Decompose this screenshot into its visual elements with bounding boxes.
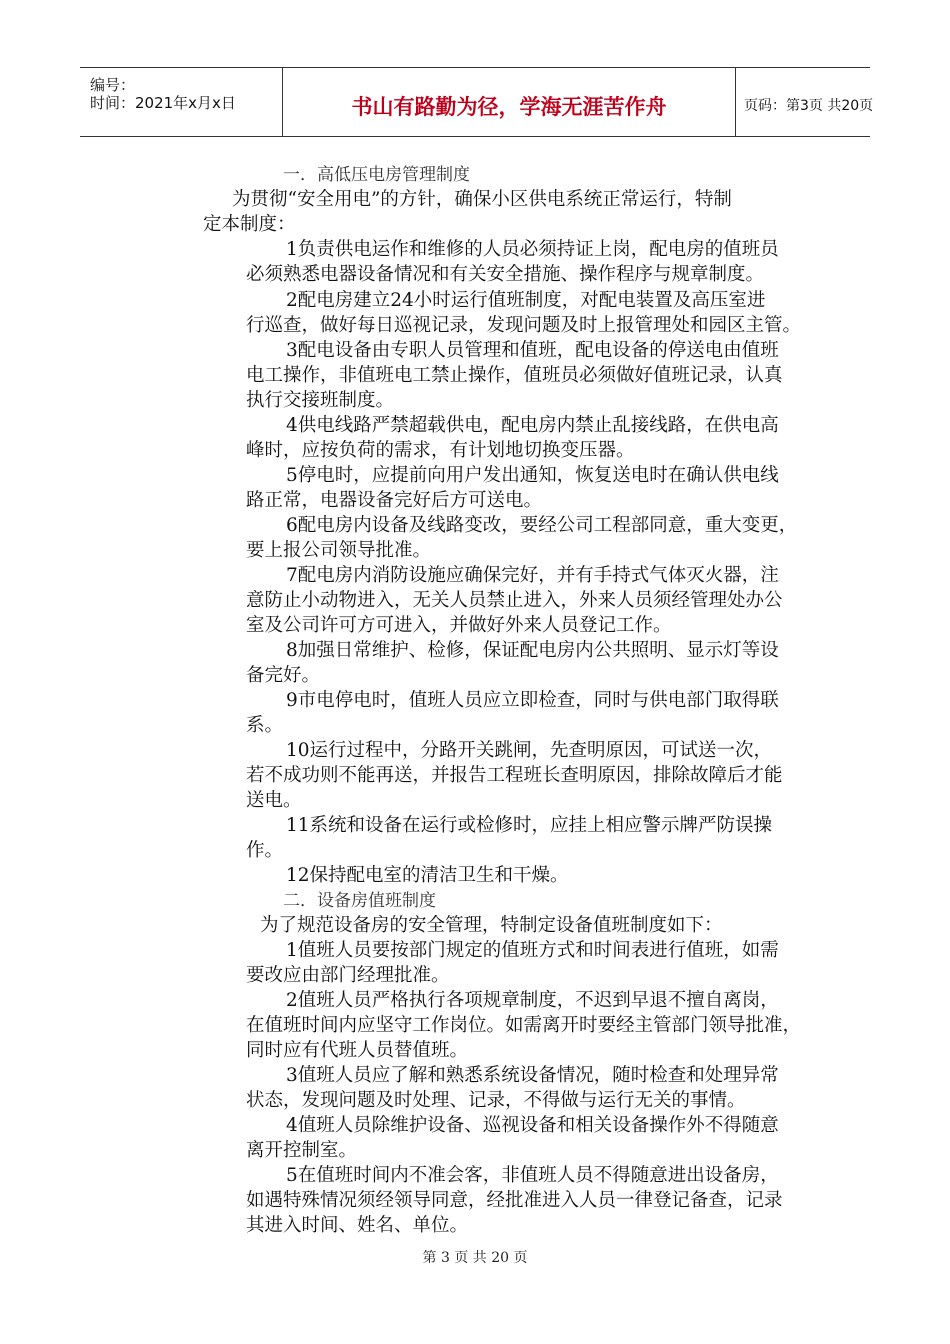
paragraph-line: 11系统和设备在运行或检修时，应挂上相应警示牌严防误操 — [286, 815, 773, 836]
paragraph-line: 9市电停电时，值班人员应立即检查，同时与供电部门取得联 — [286, 690, 779, 711]
paragraph-line: 路正常，电器设备完好后方可送电。 — [246, 490, 543, 511]
paragraph-line: 状态，发现问题及时处理、记录，不得做与运行无关的事情。 — [246, 1090, 746, 1111]
paragraph-line: 其进入时间、姓名、单位。 — [246, 1215, 469, 1236]
paragraph-line: 峰时，应按负荷的需求，有计划地切换变压器。 — [246, 440, 635, 461]
paragraph-line: 2值班人员严格执行各项规章制度，不迟到早退不擅自离岗， — [286, 990, 779, 1011]
paragraph-line: 要改应由部门经理批准。 — [246, 965, 450, 986]
paragraph-line: 定本制度： — [203, 214, 296, 235]
paragraph-line: 4值班人员除维护设备、巡视设备和相关设备操作外不得随意 — [286, 1115, 779, 1136]
paragraph-line: 为了规范设备房的安全管理，特制定设备值班制度如下： — [260, 915, 723, 936]
paragraph-line: 行巡查，做好每日巡视记录，发现问题及时上报管理处和园区主管。 — [246, 315, 802, 336]
number-label: 编号： — [90, 76, 136, 94]
page-info: 页码：第3页 共20页 — [744, 98, 874, 114]
paragraph-line: 意防止小动物进入，无关人员禁止进入，外来人员须经管理处办公 — [246, 590, 783, 611]
header-page-cell — [735, 68, 874, 136]
paragraph-line: 作。 — [246, 840, 284, 861]
paragraph-line: 1负责供电运作和维修的人员必须持证上岗，配电房的值班员 — [286, 239, 779, 260]
paragraph-line: 8加强日常维护、检修，保证配电房内公共照明、显示灯等设 — [286, 640, 779, 661]
page-footer: 第 3 页 共 20 页 — [422, 1250, 528, 1266]
motto: 书山有路勤为径，学海无涯苦作舟 — [351, 95, 667, 119]
paragraph-line: 5停电时，应提前向用户发出通知，恢复送电时在确认供电线 — [286, 465, 779, 486]
section-heading: 一．高低压电房管理制度 — [283, 165, 470, 185]
date-label: 时间：2021年x月x日 — [90, 94, 236, 112]
header-left-cell — [80, 68, 282, 136]
paragraph-line: 若不成功则不能再送，并报告工程班长查明原因，排除故障后才能 — [246, 765, 783, 786]
header-motto-cell — [282, 68, 736, 136]
paragraph-line: 2配电房建立24小时运行值班制度，对配电装置及高压室进 — [286, 290, 766, 311]
paragraph-line: 如遇特殊情况须经领导同意，经批准进入人员一律登记备查，记录 — [246, 1190, 783, 1211]
paragraph-line: 室及公司许可方可进入，并做好外来人员登记工作。 — [246, 615, 672, 636]
paragraph-line: 同时应有代班人员替值班。 — [246, 1040, 469, 1061]
paragraph-line: 执行交接班制度。 — [246, 390, 395, 411]
paragraph-line: 4供电线路严禁超载供电，配电房内禁止乱接线路，在供电高 — [286, 415, 779, 436]
page-header — [80, 67, 874, 137]
section-heading: 二．设备房值班制度 — [283, 891, 436, 911]
paragraph-line: 必须熟悉电器设备情况和有关安全措施、操作程序与规章制度。 — [246, 264, 765, 285]
paragraph-line: 为贯彻“安全用电”的方针，确保小区供电系统正常运行，特制 — [232, 189, 732, 210]
paragraph-line: 10运行过程中，分路开关跳闸，先查明原因，可试送一次， — [286, 740, 773, 761]
paragraph-line: 要上报公司领导批准。 — [246, 540, 432, 561]
paragraph-line: 系。 — [246, 715, 284, 736]
paragraph-line: 1值班人员要按部门规定的值班方式和时间表进行值班，如需 — [286, 940, 779, 961]
paragraph-line: 7配电房内消防设施应确保完好，并有手持式气体灭火器，注 — [286, 565, 779, 586]
paragraph-line: 3配电设备由专职人员管理和值班，配电设备的停送电由值班 — [286, 340, 779, 361]
paragraph-line: 3值班人员应了解和熟悉系统设备情况，随时检查和处理异常 — [286, 1065, 779, 1086]
paragraph-line: 12保持配电室的清洁卫生和干燥。 — [286, 865, 569, 886]
paragraph-line: 5在值班时间内不准会客，非值班人员不得随意进出设备房， — [286, 1165, 779, 1186]
paragraph-line: 在值班时间内应坚守工作岗位。如需离开时要经主管部门领导批准， — [246, 1015, 802, 1036]
paragraph-line: 送电。 — [246, 790, 302, 811]
paragraph-line: 备完好。 — [246, 665, 321, 686]
paragraph-line: 电工操作，非值班电工禁止操作，值班员必须做好值班记录，认真 — [246, 365, 783, 386]
paragraph-line: 离开控制室。 — [246, 1140, 358, 1161]
paragraph-line: 6配电房内设备及线路变改，要经公司工程部同意，重大变更， — [286, 515, 798, 536]
